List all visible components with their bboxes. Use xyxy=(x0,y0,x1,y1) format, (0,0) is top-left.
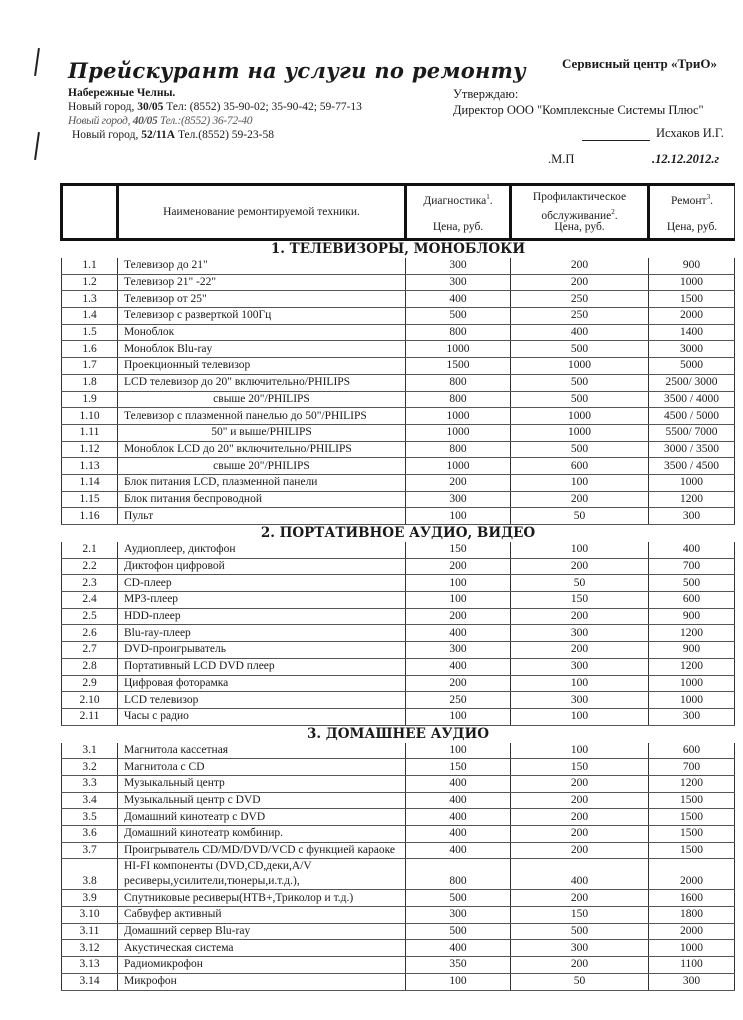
maintenance-price: 250 xyxy=(511,308,649,325)
row-number: 2.6 xyxy=(62,625,118,642)
diagnostics-price: 100 xyxy=(406,708,511,725)
item-name: Телевизор с разверткой 100Гц xyxy=(118,308,406,325)
repair-price: 1000 xyxy=(649,692,735,709)
table-row xyxy=(62,826,735,843)
maintenance-price: 1000 xyxy=(511,408,649,425)
table-row xyxy=(62,842,735,859)
repair-price: 5500/ 7000 xyxy=(649,424,735,441)
table-row xyxy=(62,542,735,558)
repair-price: 600 xyxy=(649,592,735,609)
table-row xyxy=(62,391,735,408)
maintenance-price: 500 xyxy=(511,391,649,408)
row-number: 3.5 xyxy=(62,809,118,826)
diagnostics-price: 1000 xyxy=(406,408,511,425)
maintenance-price: 500 xyxy=(511,374,649,391)
table-row xyxy=(62,592,735,609)
diagnostics-price: 400 xyxy=(406,658,511,675)
maintenance-price: 100 xyxy=(511,542,649,558)
maintenance-price: 150 xyxy=(511,759,649,776)
row-number: 3.9 xyxy=(62,890,118,907)
item-name: Микрофон xyxy=(118,973,406,990)
price-table xyxy=(60,183,735,991)
repair-price: 1500 xyxy=(649,826,735,843)
row-number: 3.6 xyxy=(62,826,118,843)
diagnostics-price: 500 xyxy=(406,308,511,325)
maintenance-price: 500 xyxy=(511,341,649,358)
table-row xyxy=(62,291,735,308)
repair-price: 500 xyxy=(649,575,735,592)
item-name: Музыкальный центр с DVD xyxy=(118,792,406,809)
diagnostics-price: 800 xyxy=(406,441,511,458)
table-row xyxy=(62,474,735,491)
maintenance-price: 500 xyxy=(511,441,649,458)
row-number: 3.7 xyxy=(62,842,118,859)
maintenance-price: 200 xyxy=(511,558,649,575)
item-name: Домашний кинотеатр с DVD xyxy=(118,809,406,826)
diagnostics-price: 150 xyxy=(406,542,511,558)
item-name: Портативный LCD DVD плеер xyxy=(118,658,406,675)
item-name: 50" и выше/PHILIPS xyxy=(118,424,406,441)
table-row xyxy=(62,408,735,425)
diagnostics-price: 800 xyxy=(406,374,511,391)
diagnostics-price: 500 xyxy=(406,923,511,940)
repair-price: 1000 xyxy=(649,675,735,692)
item-name: Домашний сервер Blu-ray xyxy=(118,923,406,940)
maintenance-price: 200 xyxy=(511,274,649,291)
diagnostics-price: 800 xyxy=(406,859,511,890)
maintenance-price: 400 xyxy=(511,859,649,890)
section-header xyxy=(62,240,735,259)
row-number: 3.8 xyxy=(62,859,118,890)
diagnostics-price: 300 xyxy=(406,274,511,291)
row-number: 2.10 xyxy=(62,692,118,709)
row-number: 1.14 xyxy=(62,474,118,491)
item-name: CD-плеер xyxy=(118,575,406,592)
repair-price: 1100 xyxy=(649,957,735,974)
diagnostics-price: 1000 xyxy=(406,341,511,358)
item-name: Сабвуфер активный xyxy=(118,907,406,924)
table-row xyxy=(62,957,735,974)
diagnostics-price: 200 xyxy=(406,675,511,692)
repair-price: 2000 xyxy=(649,308,735,325)
diagnostics-price: 1000 xyxy=(406,424,511,441)
table-row xyxy=(62,940,735,957)
section-header xyxy=(62,725,735,743)
repair-price: 1000 xyxy=(649,474,735,491)
address-line: Новый город, 30/05 Тел: (8552) 35-90-02; 35-90-42; 59-77-13 xyxy=(68,101,362,113)
diagnostics-price: 300 xyxy=(406,642,511,659)
diagnostics-price: 400 xyxy=(406,775,511,792)
table-row xyxy=(62,558,735,575)
diagnostics-price: 400 xyxy=(406,826,511,843)
maintenance-price: 150 xyxy=(511,592,649,609)
maintenance-price: 200 xyxy=(511,642,649,659)
table-row xyxy=(62,675,735,692)
row-number: 1.4 xyxy=(62,308,118,325)
item-name: Проигрыватель CD/MD/DVD/VCD с функцией караоке xyxy=(118,842,406,859)
table-row xyxy=(62,458,735,475)
row-number: 3.2 xyxy=(62,759,118,776)
repair-price: 300 xyxy=(649,508,735,525)
item-name: Телевизор от 25" xyxy=(118,291,406,308)
repair-price: 1800 xyxy=(649,907,735,924)
table-row xyxy=(62,759,735,776)
item-name: Аудиоплеер, диктофон xyxy=(118,542,406,558)
address-line: Новый город, 40/05 Тел.:(8552) 36-72-40 xyxy=(68,115,253,127)
table-row xyxy=(62,743,735,759)
row-number: 2.1 xyxy=(62,542,118,558)
diagnostics-price: 400 xyxy=(406,291,511,308)
repair-price: 4500 / 5000 xyxy=(649,408,735,425)
row-number: 1.3 xyxy=(62,291,118,308)
row-number: 1.9 xyxy=(62,391,118,408)
diagnostics-price: 400 xyxy=(406,842,511,859)
maintenance-price: 250 xyxy=(511,291,649,308)
repair-price: 1600 xyxy=(649,890,735,907)
maintenance-price: 1000 xyxy=(511,424,649,441)
item-name: DVD-проигрыватель xyxy=(118,642,406,659)
maintenance-price: 50 xyxy=(511,575,649,592)
item-name: Пульт xyxy=(118,508,406,525)
repair-price: 3000 xyxy=(649,341,735,358)
table-row xyxy=(62,625,735,642)
maintenance-price: 200 xyxy=(511,890,649,907)
item-name: Телевизор 21" -22" xyxy=(118,274,406,291)
diagnostics-price: 200 xyxy=(406,474,511,491)
repair-price: 600 xyxy=(649,743,735,759)
item-name: Телевизор с плазменной панелью до 50"/PHILIPS xyxy=(118,408,406,425)
row-number: 2.4 xyxy=(62,592,118,609)
repair-price: 1000 xyxy=(649,274,735,291)
diagnostics-price: 100 xyxy=(406,592,511,609)
signer-name: Исхаков И.Г. xyxy=(656,126,724,140)
table-row xyxy=(62,775,735,792)
repair-price: 1200 xyxy=(649,491,735,508)
diagnostics-price: 1500 xyxy=(406,358,511,375)
repair-price: 1200 xyxy=(649,625,735,642)
approval-date: .12.12.2012.г xyxy=(652,152,720,166)
item-name: Магнитола с CD xyxy=(118,759,406,776)
item-name: свыше 20"/PHILIPS xyxy=(118,391,406,408)
repair-price: 1500 xyxy=(649,809,735,826)
diagnostics-price: 400 xyxy=(406,940,511,957)
table-row xyxy=(62,692,735,709)
maintenance-price: 200 xyxy=(511,809,649,826)
repair-price: 2000 xyxy=(649,923,735,940)
item-name: Моноблок Blu-ray xyxy=(118,341,406,358)
maintenance-price: 200 xyxy=(511,491,649,508)
repair-price: 3500 / 4500 xyxy=(649,458,735,475)
stamp-place: .М.П xyxy=(548,152,575,166)
maintenance-price: 300 xyxy=(511,940,649,957)
item-name: Блок питания беспроводной xyxy=(118,491,406,508)
item-name: Моноблок LCD до 20" включительно/PHILIPS xyxy=(118,441,406,458)
row-number: 1.1 xyxy=(62,258,118,274)
row-number: 1.15 xyxy=(62,491,118,508)
maintenance-price: 200 xyxy=(511,842,649,859)
diagnostics-price: 350 xyxy=(406,957,511,974)
table-row xyxy=(62,708,735,725)
table-row xyxy=(62,658,735,675)
item-name: Домашний кинотеатр комбинир. xyxy=(118,826,406,843)
item-name: Спутниковые ресиверы(НТВ+,Триколор и т.д.) xyxy=(118,890,406,907)
maintenance-price: 50 xyxy=(511,973,649,990)
table-row xyxy=(62,890,735,907)
section-title: 1. ТЕЛЕВИЗОРЫ, МОНОБЛОКИ xyxy=(270,241,526,257)
maintenance-price: 200 xyxy=(511,792,649,809)
table-row xyxy=(62,308,735,325)
maintenance-price: 500 xyxy=(511,923,649,940)
diagnostics-price: 100 xyxy=(406,973,511,990)
maintenance-price: 200 xyxy=(511,258,649,274)
header-name: Наименование ремонтируемой техники. xyxy=(118,185,406,240)
table-row xyxy=(62,374,735,391)
row-number: 3.12 xyxy=(62,940,118,957)
item-name: MP3-плеер xyxy=(118,592,406,609)
repair-price: 1200 xyxy=(649,775,735,792)
table-row xyxy=(62,973,735,990)
diagnostics-price: 800 xyxy=(406,391,511,408)
maintenance-price: 300 xyxy=(511,658,649,675)
row-number: 3.14 xyxy=(62,973,118,990)
row-number: 1.6 xyxy=(62,341,118,358)
row-number: 3.13 xyxy=(62,957,118,974)
repair-price: 3500 / 4000 xyxy=(649,391,735,408)
maintenance-price: 300 xyxy=(511,692,649,709)
item-name: HI-FI компоненты (DVD,CD,деки,A/V ресиверы,усилители,тюнеры,и.т.д.), xyxy=(118,859,406,890)
repair-price: 700 xyxy=(649,759,735,776)
repair-price: 900 xyxy=(649,258,735,274)
repair-price: 1000 xyxy=(649,940,735,957)
table-row xyxy=(62,809,735,826)
repair-price: 1200 xyxy=(649,658,735,675)
table-row xyxy=(62,608,735,625)
table-row xyxy=(62,274,735,291)
maintenance-price: 200 xyxy=(511,608,649,625)
row-number: 3.3 xyxy=(62,775,118,792)
section-title: 3. ДОМАШНЕЕ АУДИО xyxy=(306,725,490,742)
maintenance-price: 100 xyxy=(511,743,649,759)
item-name: Акустическая система xyxy=(118,940,406,957)
table-row xyxy=(62,923,735,940)
repair-price: 2500/ 3000 xyxy=(649,374,735,391)
section-title: 2. ПОРТАТИВНОЕ АУДИО, ВИДЕО xyxy=(260,525,536,541)
header-maintenance: Профилактическое обслуживание$^2$. Цена, руб. xyxy=(511,185,649,240)
row-number: 2.2 xyxy=(62,558,118,575)
repair-price: 1500 xyxy=(649,842,735,859)
item-name: Часы с радио xyxy=(118,708,406,725)
row-number: 2.11 xyxy=(62,708,118,725)
row-number: 3.4 xyxy=(62,792,118,809)
diagnostics-price: 100 xyxy=(406,575,511,592)
table-row xyxy=(62,792,735,809)
repair-price: 400 xyxy=(649,542,735,558)
row-number: 1.5 xyxy=(62,324,118,341)
item-name: Магнитола кассетная xyxy=(118,743,406,759)
table-row xyxy=(62,508,735,525)
row-number: 2.9 xyxy=(62,675,118,692)
maintenance-price: 600 xyxy=(511,458,649,475)
table-row xyxy=(62,424,735,441)
table-header xyxy=(62,185,735,240)
row-number: 1.12 xyxy=(62,441,118,458)
table-row xyxy=(62,642,735,659)
scan-mark xyxy=(34,132,40,160)
row-number: 3.1 xyxy=(62,743,118,759)
maintenance-price: 1000 xyxy=(511,358,649,375)
service-center-name: Сервисный центр «ТриО» xyxy=(562,56,717,71)
address-block xyxy=(68,86,362,142)
repair-price: 3000 / 3500 xyxy=(649,441,735,458)
item-name: LCD телевизор xyxy=(118,692,406,709)
maintenance-price: 100 xyxy=(511,675,649,692)
diagnostics-price: 100 xyxy=(406,743,511,759)
city: Набережные Челны. xyxy=(68,87,176,99)
row-number: 2.5 xyxy=(62,608,118,625)
signature-line xyxy=(582,126,724,141)
item-name: LCD телевизор до 20" включительно/PHILIPS xyxy=(118,374,406,391)
table-row xyxy=(62,859,735,890)
item-name: Радиомикрофон xyxy=(118,957,406,974)
diagnostics-price: 300 xyxy=(406,907,511,924)
table-row xyxy=(62,907,735,924)
row-number: 3.11 xyxy=(62,923,118,940)
diagnostics-price: 400 xyxy=(406,809,511,826)
maintenance-price: 200 xyxy=(511,826,649,843)
table-row xyxy=(62,491,735,508)
row-number: 2.7 xyxy=(62,642,118,659)
repair-price: 5000 xyxy=(649,358,735,375)
diagnostics-price: 200 xyxy=(406,608,511,625)
diagnostics-price: 300 xyxy=(406,491,511,508)
maintenance-price: 300 xyxy=(511,625,649,642)
diagnostics-price: 100 xyxy=(406,508,511,525)
row-number: 1.8 xyxy=(62,374,118,391)
table-row xyxy=(62,324,735,341)
item-name: Музыкальный центр xyxy=(118,775,406,792)
repair-price: 1500 xyxy=(649,291,735,308)
maintenance-price: 50 xyxy=(511,508,649,525)
row-number: 1.11 xyxy=(62,424,118,441)
section-header xyxy=(62,525,735,543)
repair-price: 2000 xyxy=(649,859,735,890)
item-name: Цифровая фоторамка xyxy=(118,675,406,692)
repair-price: 1500 xyxy=(649,792,735,809)
row-number: 2.8 xyxy=(62,658,118,675)
address-line: Новый город, 52/11А Тел.(8552) 59-23-58 xyxy=(72,129,274,141)
row-number: 1.13 xyxy=(62,458,118,475)
table-row xyxy=(62,358,735,375)
maintenance-price: 150 xyxy=(511,907,649,924)
diagnostics-price: 400 xyxy=(406,792,511,809)
diagnostics-price: 500 xyxy=(406,890,511,907)
header-diagnostics: Диагностика$^1$. Цена, руб. xyxy=(406,185,511,240)
repair-price: 900 xyxy=(649,608,735,625)
table-row xyxy=(62,258,735,274)
repair-price: 900 xyxy=(649,642,735,659)
row-number: 1.16 xyxy=(62,508,118,525)
scan-mark xyxy=(34,48,40,76)
item-name: свыше 20"/PHILIPS xyxy=(118,458,406,475)
row-number: 1.2 xyxy=(62,274,118,291)
item-name: Телевизор до 21" xyxy=(118,258,406,274)
item-name: Blu-ray-плеер xyxy=(118,625,406,642)
approval-block: Утверждаю: Директор ООО "Комплексные Системы Плюс" xyxy=(453,87,704,117)
row-number: 3.10 xyxy=(62,907,118,924)
maintenance-price: 400 xyxy=(511,324,649,341)
item-name: Моноблок xyxy=(118,324,406,341)
repair-price: 300 xyxy=(649,708,735,725)
table-row xyxy=(62,575,735,592)
item-name: Диктофон цифровой xyxy=(118,558,406,575)
maintenance-price: 200 xyxy=(511,957,649,974)
table-row xyxy=(62,441,735,458)
repair-price: 300 xyxy=(649,973,735,990)
diagnostics-price: 300 xyxy=(406,258,511,274)
diagnostics-price: 400 xyxy=(406,625,511,642)
row-number: 1.7 xyxy=(62,358,118,375)
row-number: 2.3 xyxy=(62,575,118,592)
diagnostics-price: 200 xyxy=(406,558,511,575)
header-number xyxy=(62,185,118,240)
maintenance-price: 200 xyxy=(511,775,649,792)
page-title: Прейскурант на услуги по ремонту xyxy=(68,58,527,83)
row-number: 1.10 xyxy=(62,408,118,425)
diagnostics-price: 250 xyxy=(406,692,511,709)
diagnostics-price: 1000 xyxy=(406,458,511,475)
maintenance-price: 100 xyxy=(511,708,649,725)
table-row xyxy=(62,341,735,358)
header-repair: Ремонт$^3$. Цена, руб. xyxy=(649,185,735,240)
repair-price: 700 xyxy=(649,558,735,575)
item-name: Блок питания LCD, плазменной панели xyxy=(118,474,406,491)
repair-price: 1400 xyxy=(649,324,735,341)
item-name: Проекционный телевизор xyxy=(118,358,406,375)
item-name: HDD-плеер xyxy=(118,608,406,625)
diagnostics-price: 150 xyxy=(406,759,511,776)
maintenance-price: 100 xyxy=(511,474,649,491)
diagnostics-price: 800 xyxy=(406,324,511,341)
